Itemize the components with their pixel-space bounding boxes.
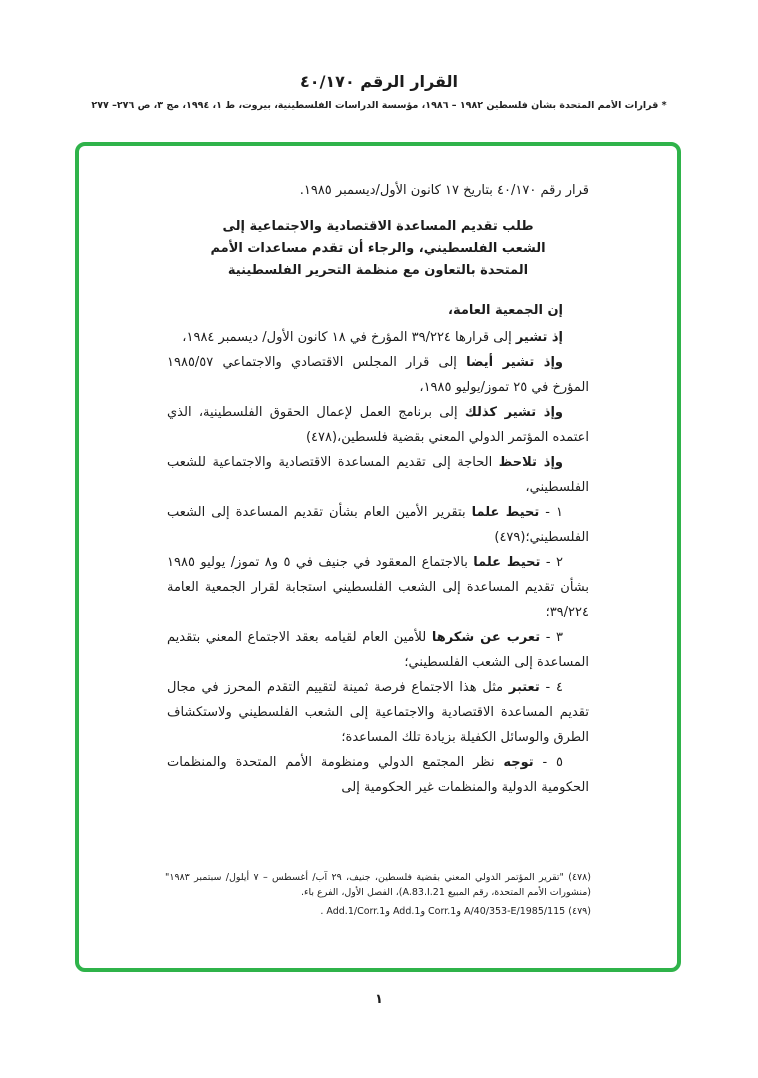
footnotes: [165, 870, 591, 923]
paragraph-number: ٤ -: [539, 680, 563, 695]
resolution-paragraph: [167, 450, 589, 500]
resolution-title: طلب تقديم المساعدة الاقتصادية والاجتماعية إلى الشعب الفلسطيني، والرجاء أن تقدم مساعدات الأمم المتحدة بالتعاون مع منظمة التحرير الفلسطينية: [210, 219, 546, 278]
page-header-source: * قرارات الأمم المتحدة بشأن فلسطين ١٩٨٢ – ١٩٨٦، مؤسسة الدراسات الفلسطينية، بيروت، ط ١، ١٩٩٤، مج ٣، ص ٢٧٦– ٢٧٧: [91, 100, 667, 111]
paragraph-text: إلى قرار المجلس الاقتصادي والاجتماعي ١٩٨٥/٥٧ المؤرخ في ٢٥ تموز/يوليو ١٩٨٥،: [167, 355, 589, 395]
resolution-paragraph: [167, 350, 589, 400]
paragraph-text: مثل هذا الاجتماع فرصة ثمينة لتقييم التقدم المحرز في مجال تقديم المساعدة الاقتصادية والاجتماعية إلى الشعب الفلسطيني ولاستكشاف الطرق والوسائل الكفيلة بزيادة تلك المساعدة؛: [167, 680, 589, 745]
footnote-478: [165, 870, 591, 901]
paragraph-text: الحاجة إلى تقديم المساعدة الاقتصادية والاجتماعية للشعب الفلسطيني،: [167, 455, 589, 495]
resolution-operative-paragraph: [167, 675, 589, 750]
paragraph-lead: وإذ تلاحظ: [498, 455, 564, 470]
preamble-opening-text: إن الجمعية العامة،: [448, 303, 563, 318]
resolution-body: [167, 180, 589, 830]
page-header-title: القرار الرقم ٤٠/١٧٠: [300, 72, 458, 91]
footnote-text: A/40/353-E/1985/115 وCorr.1 وAdd.1 وAdd.1/Corr.1 .: [320, 905, 569, 917]
paragraph-text: للأمين العام لقيامه بعقد الاجتماع المعني بتقديم المساعدة إلى الشعب الفلسطيني؛: [167, 630, 589, 670]
paragraph-number: ١ -: [539, 505, 563, 520]
footnote-text: "تقرير المؤتمر الدولي المعني بقضية فلسطين، جنيف، ٢٩ آب/ أغسطس – ٧ أيلول/ سبتمبر ١٩٨٣" (منشورات الأمم المتحدة، رقم المبيع A.83.I.21)، الفصل الأول، الفرع باء.: [165, 871, 591, 898]
footnote-marker: (٤٧٩): [568, 905, 591, 917]
paragraph-number: ٥ -: [533, 755, 563, 770]
paragraph-lead: تعرب عن شكرها: [431, 630, 541, 645]
paragraph-number: ٢ -: [540, 555, 563, 570]
paragraph-text: بالاجتماع المعقود في جنيف في ٥ و٨ تموز/ يوليو ١٩٨٥ بشأن تقديم المساعدة إلى الشعب الفلسطيني استجابة لقرار الجمعية العامة ٣٩/٢٢٤؛: [167, 555, 589, 620]
paragraph-lead: توجه: [503, 755, 534, 770]
resolution-operative-paragraph: [167, 625, 589, 675]
paragraph-text: نظر المجتمع الدولي ومنظومة الأمم المتحدة والمنظمات الحكومية الدولية والمنظمات غير الحكومية إلى: [167, 755, 589, 795]
preamble-opening: [167, 298, 589, 323]
paragraph-lead: وإذ تشير كذلك: [464, 405, 564, 420]
footnote-marker: (٤٧٨): [568, 871, 591, 883]
paragraph-text: إلى قرارها ٣٩/٢٢٤ المؤرخ في ١٨ كانون الأول/ ديسمبر ١٩٨٤،: [182, 330, 516, 345]
paragraph-lead: تحيط علما: [473, 555, 541, 570]
paragraph-lead: تعتبر: [508, 680, 540, 695]
footnote-479: [165, 904, 591, 920]
resolution-intro: قرار رقم ٤٠/١٧٠ بتاريخ ١٧ كانون الأول/ديسمبر ١٩٨٥.: [299, 183, 589, 198]
paragraph-text: بتقرير الأمين العام بشأن تقديم المساعدة إلى الشعب الفلسطيني؛(٤٧٩): [167, 505, 589, 545]
paragraph-number: ٣ -: [540, 630, 563, 645]
paragraph-text: إلى برنامج العمل لإعمال الحقوق الفلسطينية، الذي اعتمده المؤتمر الدولي المعني بقضية فلسطين،(٤٧٨): [167, 405, 589, 445]
paragraph-lead: وإذ تشير أيضا: [466, 355, 563, 370]
resolution-paragraph: [167, 325, 589, 350]
resolution-operative-paragraph: [167, 500, 589, 550]
resolution-operative-paragraph: [167, 550, 589, 625]
resolution-frame: [75, 142, 681, 972]
resolution-paragraph: [167, 400, 589, 450]
page-number: ١: [375, 992, 383, 1007]
paragraph-lead: تحيط علما: [471, 505, 540, 520]
resolution-operative-paragraph: [167, 750, 589, 800]
paragraph-lead: إذ تشير: [515, 330, 563, 345]
